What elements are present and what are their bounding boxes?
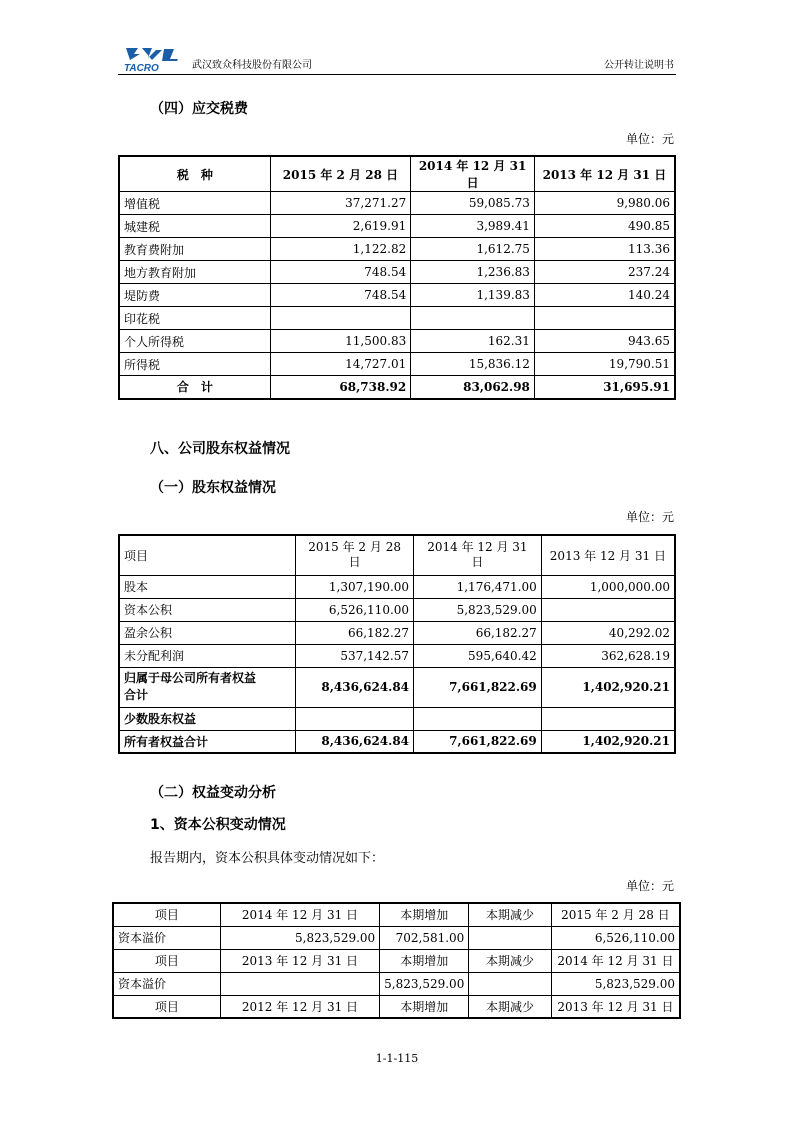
cell-value: 1,402,920.21 bbox=[541, 667, 675, 707]
table-header-row bbox=[113, 949, 680, 972]
column-header: 本期增加 bbox=[380, 903, 469, 926]
cell-value: 11,500.83 bbox=[270, 330, 411, 353]
tax-heading: （四）应交税费 bbox=[150, 101, 248, 117]
cell-value: 9,980.06 bbox=[534, 192, 675, 215]
cell-value: 1,139.83 bbox=[411, 284, 535, 307]
column-header: 本期减少 bbox=[469, 995, 551, 1018]
cell-value: 7,661,822.69 bbox=[414, 667, 542, 707]
cell-value: 1,000,000.00 bbox=[541, 575, 675, 598]
row-label: 堤防费 bbox=[119, 284, 270, 307]
row-label-line: 合计 bbox=[124, 688, 149, 702]
cell-value: 66,182.27 bbox=[414, 621, 542, 644]
column-header-line: 日 bbox=[348, 555, 361, 570]
column-header: 项目 bbox=[113, 949, 220, 972]
column-header: 项目 bbox=[113, 995, 220, 1018]
row-label: 所有者权益合计 bbox=[119, 730, 296, 753]
row-label: 盈余公积 bbox=[119, 621, 296, 644]
table-row bbox=[119, 644, 675, 667]
cell-value bbox=[296, 707, 414, 730]
cell-value: 162.31 bbox=[411, 330, 535, 353]
cell-value bbox=[220, 972, 379, 995]
cell-value: 5,823,529.00 bbox=[380, 972, 469, 995]
cell-value bbox=[541, 707, 675, 730]
cell-value: 7,661,822.69 bbox=[414, 730, 542, 753]
equity-unit: 单位：元 bbox=[625, 510, 674, 524]
cell-value: 6,526,110.00 bbox=[296, 598, 414, 621]
column-header-line: 2015 年 2 月 28 bbox=[308, 540, 401, 555]
cell-value: 31,695.91 bbox=[534, 376, 675, 399]
cell-value: 1,176,471.00 bbox=[414, 575, 542, 598]
document-title: 公开转让说明书 bbox=[604, 60, 674, 71]
cell-value bbox=[534, 307, 675, 330]
cell-value: 37,271.27 bbox=[270, 192, 411, 215]
row-label: 合 计 bbox=[119, 376, 270, 399]
cell-value: 40,292.02 bbox=[541, 621, 675, 644]
cell-value: 5,823,529.00 bbox=[220, 926, 379, 949]
cell-value: 83,062.98 bbox=[411, 376, 535, 399]
cell-value: 748.54 bbox=[270, 284, 411, 307]
table-row bbox=[119, 598, 675, 621]
column-header: 2012 年 12 月 31 日 bbox=[220, 995, 379, 1018]
row-label: 所得税 bbox=[119, 353, 270, 376]
change-unit: 单位：元 bbox=[625, 879, 674, 893]
cell-value: 362,628.19 bbox=[541, 644, 675, 667]
cell-value: 66,182.27 bbox=[296, 621, 414, 644]
table-header-row bbox=[113, 903, 680, 926]
column-header bbox=[296, 535, 414, 575]
cell-value: 59,085.73 bbox=[411, 192, 535, 215]
cell-value: 8,436,624.84 bbox=[296, 730, 414, 753]
table-header-row bbox=[113, 995, 680, 1018]
cell-value: 595,640.42 bbox=[414, 644, 542, 667]
table-row bbox=[119, 307, 675, 330]
company-name: 武汉致众科技股份有限公司 bbox=[192, 60, 312, 71]
table-row bbox=[119, 261, 675, 284]
column-header: 2013 年 12 月 31 日 bbox=[551, 995, 680, 1018]
column-header: 2013 年 12 月 31 日 bbox=[220, 949, 379, 972]
row-label: 城建税 bbox=[119, 215, 270, 238]
change-heading: （二）权益变动分析 bbox=[150, 785, 276, 801]
page-header bbox=[118, 44, 676, 75]
column-header: 2014 年 12 月 31 日 bbox=[220, 903, 379, 926]
tax-unit: 单位：元 bbox=[625, 132, 674, 146]
section-8-heading: 八、公司股东权益情况 bbox=[150, 441, 290, 457]
cell-value bbox=[411, 307, 535, 330]
cell-value: 6,526,110.00 bbox=[551, 926, 680, 949]
capital-reserve-subheading: 1、资本公积变动情况 bbox=[150, 817, 286, 833]
row-label: 资本溢价 bbox=[113, 972, 220, 995]
row-label: 地方教育附加 bbox=[119, 261, 270, 284]
cell-value: 19,790.51 bbox=[534, 353, 675, 376]
table-row bbox=[119, 284, 675, 307]
row-label: 资本溢价 bbox=[113, 926, 220, 949]
row-label: 少数股东权益 bbox=[119, 707, 296, 730]
cell-value: 15,836.12 bbox=[411, 353, 535, 376]
table-row bbox=[113, 926, 680, 949]
cell-value: 1,236.83 bbox=[411, 261, 535, 284]
cell-value: 1,122.82 bbox=[270, 238, 411, 261]
column-header: 2014 年 12 月 31 日 bbox=[551, 949, 680, 972]
row-label: 资本公积 bbox=[119, 598, 296, 621]
row-label-line: 归属于母公司所有者权益 bbox=[124, 671, 257, 685]
column-header: 2014 年 12 月 31 日 bbox=[411, 156, 535, 192]
table-row bbox=[119, 192, 675, 215]
table-row bbox=[119, 353, 675, 376]
column-header: 2015 年 2 月 28 日 bbox=[551, 903, 680, 926]
table-header-row bbox=[119, 156, 675, 192]
row-label: 印花税 bbox=[119, 307, 270, 330]
column-header: 2013 年 12 月 31 日 bbox=[534, 156, 675, 192]
cell-value: 748.54 bbox=[270, 261, 411, 284]
column-header: 本期增加 bbox=[380, 995, 469, 1018]
cell-value: 140.24 bbox=[534, 284, 675, 307]
column-header: 2015 年 2 月 28 日 bbox=[270, 156, 411, 192]
cell-value bbox=[469, 972, 551, 995]
cell-value: 2,619.91 bbox=[270, 215, 411, 238]
cell-value: 1,402,920.21 bbox=[541, 730, 675, 753]
cell-value bbox=[414, 707, 542, 730]
equity-table bbox=[118, 534, 676, 754]
company-logo bbox=[122, 46, 180, 72]
capital-reserve-table bbox=[112, 902, 681, 1019]
table-row bbox=[119, 330, 675, 353]
table-row bbox=[119, 667, 675, 707]
column-header-line: 日 bbox=[471, 555, 484, 570]
cell-value: 5,823,529.00 bbox=[414, 598, 542, 621]
cell-value: 943.65 bbox=[534, 330, 675, 353]
cell-value: 537,142.57 bbox=[296, 644, 414, 667]
equity-heading: （一）股东权益情况 bbox=[150, 480, 276, 496]
cell-value: 3,989.41 bbox=[411, 215, 535, 238]
cell-value: 1,612.75 bbox=[411, 238, 535, 261]
row-label: 未分配利润 bbox=[119, 644, 296, 667]
table-header-row bbox=[119, 535, 675, 575]
cell-value: 14,727.01 bbox=[270, 353, 411, 376]
cell-value bbox=[541, 598, 675, 621]
row-label: 增值税 bbox=[119, 192, 270, 215]
row-label: 个人所得税 bbox=[119, 330, 270, 353]
column-header bbox=[414, 535, 542, 575]
column-header: 项目 bbox=[113, 903, 220, 926]
cell-value bbox=[270, 307, 411, 330]
cell-value: 113.36 bbox=[534, 238, 675, 261]
cell-value: 702,581.00 bbox=[380, 926, 469, 949]
page-number: 1-1-115 bbox=[375, 1052, 419, 1065]
table-row bbox=[119, 215, 675, 238]
cell-value: 5,823,529.00 bbox=[551, 972, 680, 995]
cell-value: 490.85 bbox=[534, 215, 675, 238]
column-header: 本期减少 bbox=[469, 903, 551, 926]
column-header-line: 2014 年 12 月 31 bbox=[427, 540, 528, 555]
table-row bbox=[119, 621, 675, 644]
logo-text: TACRO bbox=[124, 63, 159, 72]
cell-value: 1,307,190.00 bbox=[296, 575, 414, 598]
cell-value bbox=[469, 926, 551, 949]
row-label bbox=[119, 667, 296, 707]
column-header: 本期减少 bbox=[469, 949, 551, 972]
table-total-row bbox=[119, 730, 675, 753]
table-row bbox=[119, 238, 675, 261]
column-header: 本期增加 bbox=[380, 949, 469, 972]
cell-value: 68,738.92 bbox=[270, 376, 411, 399]
cell-value: 8,436,624.84 bbox=[296, 667, 414, 707]
tax-table bbox=[118, 155, 676, 400]
row-label: 股本 bbox=[119, 575, 296, 598]
column-header: 项目 bbox=[119, 535, 296, 575]
paragraph: 报告期内，资本公积具体变动情况如下： bbox=[150, 851, 385, 866]
table-row bbox=[113, 972, 680, 995]
table-total-row bbox=[119, 376, 675, 399]
table-row bbox=[119, 575, 675, 598]
cell-value: 237.24 bbox=[534, 261, 675, 284]
column-header: 税 种 bbox=[119, 156, 270, 192]
row-label: 教育费附加 bbox=[119, 238, 270, 261]
table-row bbox=[119, 707, 675, 730]
column-header: 2013 年 12 月 31 日 bbox=[541, 535, 675, 575]
